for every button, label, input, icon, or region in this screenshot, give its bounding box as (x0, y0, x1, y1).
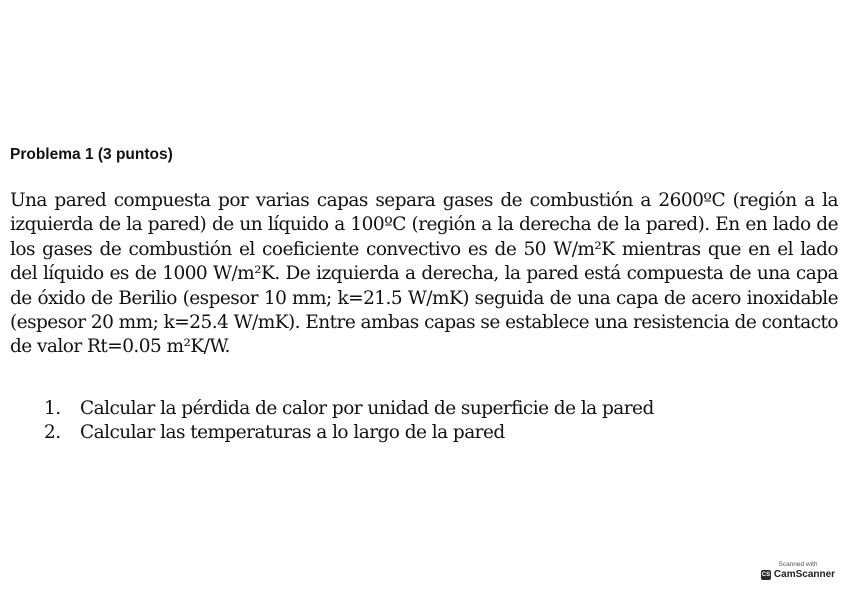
task-number: 1. (44, 398, 61, 419)
watermark-caption: Scanned with (778, 561, 818, 568)
problem-title: Problema 1 (3 puntos) (10, 146, 173, 163)
camscanner-watermark (760, 561, 836, 581)
task-number: 2. (44, 422, 61, 443)
watermark-brand-name: CamScanner (773, 569, 836, 580)
list-item (44, 397, 654, 421)
task-list (44, 397, 654, 445)
task-text: Calcular las temperaturas a lo largo de la pared (80, 422, 505, 443)
watermark-brand (760, 569, 836, 581)
task-text: Calcular la pérdida de calor por unidad de superficie de la pared (80, 398, 654, 419)
camscanner-logo-icon: CS (761, 572, 771, 578)
problem-statement: Una pared compuesta por varias capas separa gases de combustión a 2600ºC (región a la izquierda de la pared) de un líquido a 100ºC (región a la derecha de la pared). En en lado de los gases de combustión el coeficiente convectivo es de 50 W/m²K mientras que en el lado del líquido es de 1000 W/m²K. De izquierda a derecha, la pared está compuesta de una capa de óxido de Berilio (espesor 10 mm; k=21.5 W/mK) seguida de una capa de acero inoxidable (espesor 20 mm; k=25.4 W/mK). Entre ambas capas se establece una resistencia de contacto de valor Rt=0.05 m²K/W. (10, 190, 838, 358)
list-item (44, 421, 654, 445)
